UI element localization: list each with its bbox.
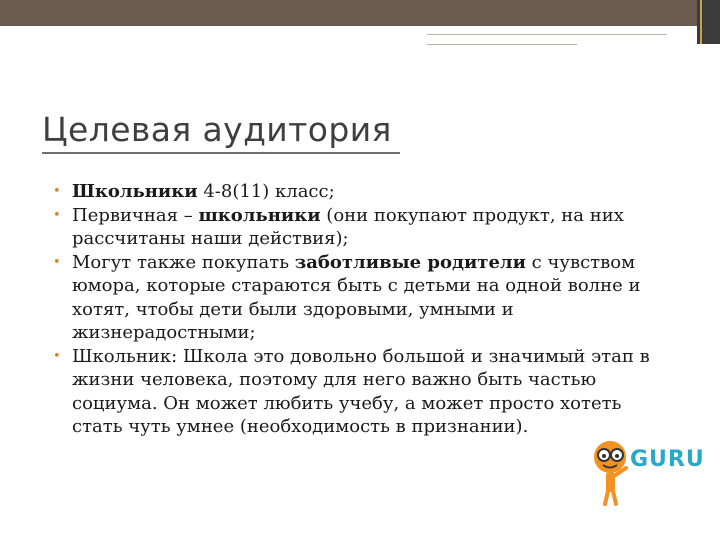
decorative-line <box>427 44 577 45</box>
bullet-item <box>52 345 667 439</box>
title-underline <box>42 152 400 154</box>
bullet-marker: • <box>53 254 61 270</box>
bullet-item <box>52 204 667 251</box>
bullet-text: Школьник: Школа это довольно большой и значимый этап в жизни человека, поэтому для него важно быть частью социума. Он может любить учебу, а может просто хотеть стать чуть умнее (необходимость в признании). <box>72 345 650 437</box>
bullet-text: Могут также покупать <box>72 251 295 273</box>
decorative-line <box>427 34 667 35</box>
corner-accent-stripe <box>700 0 702 44</box>
slide-title: Целевая аудитория <box>42 110 392 149</box>
guru-logo-text: GURU <box>630 447 705 472</box>
bullet-marker: • <box>53 184 61 199</box>
guru-mascot-icon <box>586 434 686 510</box>
bullet-emphasis: заботливые родители <box>294 251 526 273</box>
bullet-emphasis: школьники <box>198 204 321 226</box>
bullet-text: (они покупают продукт, на них рассчитаны наши действия); <box>72 204 624 249</box>
bullet-emphasis: Школьники <box>72 181 198 202</box>
bullet-list <box>52 180 667 439</box>
bullet-item <box>52 180 667 204</box>
top-decorative-band <box>0 0 720 26</box>
bullet-text: 4-8(11) класс; <box>197 181 335 202</box>
bullet-marker: • <box>53 207 61 223</box>
bullet-text: Первичная – <box>72 204 199 226</box>
bullet-item <box>52 251 667 345</box>
bullet-text: с чувством юмора, которые стараются быть с детьми на одной волне и хотят, чтобы дети были здоровыми, умными и жизнерадостными; <box>72 251 641 343</box>
bullet-marker: • <box>53 348 61 364</box>
